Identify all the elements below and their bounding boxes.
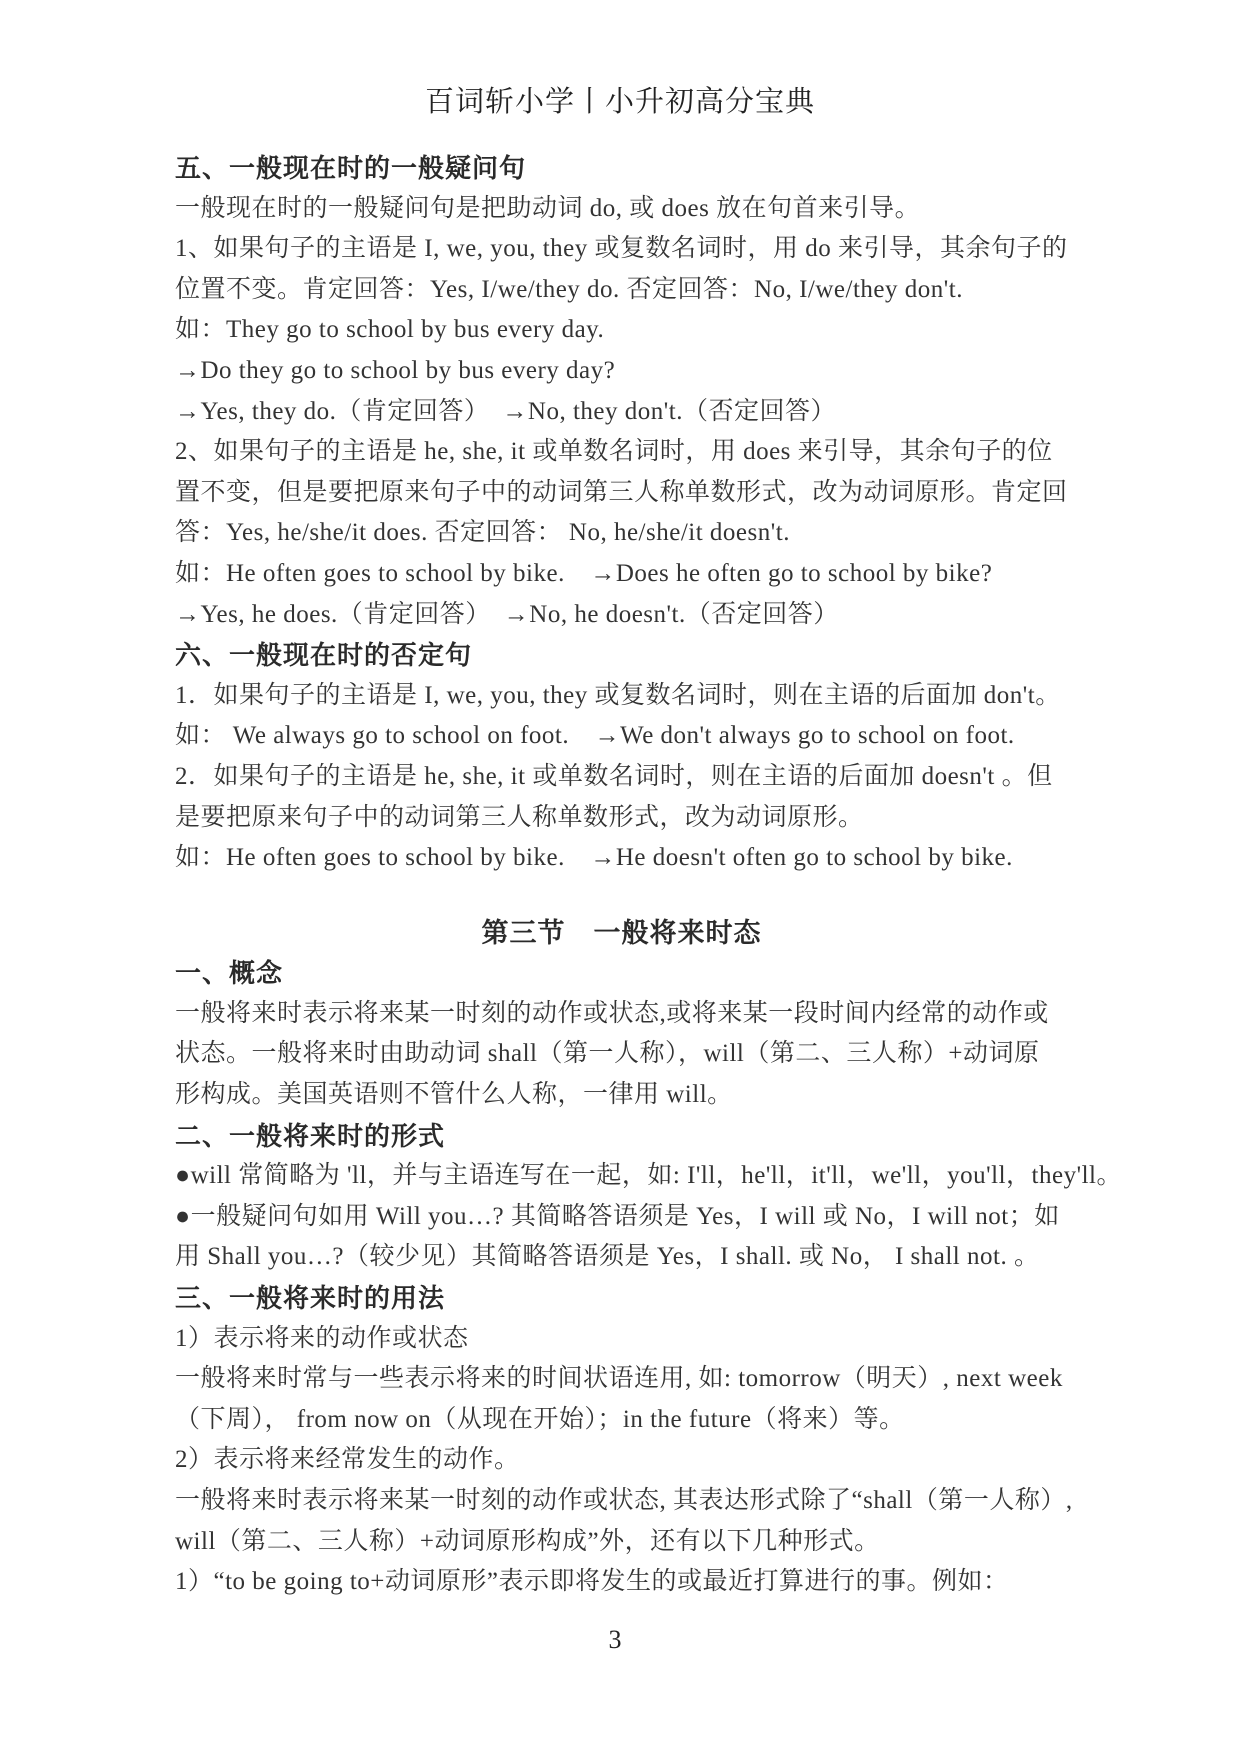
- page-header-title: 百词斩小学丨小升初高分宝典: [424, 86, 815, 118]
- text-line: 状态。一般将来时由助动词 shall（第一人称），will（第二、三人称）+动词原: [175, 1040, 1040, 1068]
- text-line: 如： We always go to school on foot. →We don't always go to school on foot.: [175, 722, 1015, 750]
- text-line: →Yes, they do.（肯定回答） →No, they don't.（否定回答）: [175, 397, 836, 425]
- text-line: 1）“to be going to+动词原形”表示即将发生的或最近打算进行的事。例如：: [175, 1568, 1009, 1596]
- document-body: [175, 148, 1122, 1603]
- text-line: 如：He often goes to school by bike. →He doesn't often go to school by bike.: [175, 844, 1013, 872]
- text-line: 1．如果句子的主语是 I, we, you, they 或复数名词时，则在主语的后面加 don't。: [175, 681, 1061, 709]
- text-line: 1、如果句子的主语是 I, we, you, they 或复数名词时，用 do 来引导，其余句子的: [175, 235, 1068, 263]
- text-line: 2．如果句子的主语是 he, she, it 或单数名词时，则在主语的后面加 doesn't 。但: [175, 762, 1053, 790]
- text-line: →Do they go to school by bus every day?: [175, 356, 616, 384]
- text-line: 2、如果句子的主语是 he, she, it 或单数名词时，用 does 来引导，其余句子的位: [175, 438, 1053, 466]
- section-heading: 二、一般将来时的形式: [175, 1120, 446, 1151]
- text-line: 2）表示将来经常发生的动作。: [175, 1446, 520, 1474]
- text-line: 1）表示将来的动作或状态: [175, 1324, 469, 1352]
- section-heading: 五、一般现在时的一般疑问句: [175, 153, 527, 183]
- text-line: 置不变，但是要把原来句子中的动词第三人称单数形式，改为动词原形。肯定回: [175, 478, 1068, 506]
- text-line: 如：They go to school by bus every day.: [175, 316, 605, 344]
- text-line: 答：Yes, he/she/it does. 否定回答： No, he/she/it doesn't.: [175, 519, 790, 547]
- page-number: 3: [608, 1625, 622, 1654]
- section-heading: 六、一般现在时的否定句: [175, 640, 473, 671]
- section-heading: 一、概念: [175, 958, 284, 989]
- text-line: 一般将来时常与一些表示将来的时间状语连用, 如: tomorrow（明天）, next week: [175, 1365, 1063, 1393]
- section-heading: 三、一般将来时的用法: [175, 1283, 446, 1314]
- text-line: （下周）， from now on（从现在开始）；in the future（将来）等。: [175, 1405, 905, 1433]
- bullet-text-line: ●一般疑问句如用 Will you…? 其简略答语须是 Yes，I will 或 No，I will not；如: [175, 1202, 1060, 1230]
- text-line: 形构成。美国英语则不管什么人称，一律用 will。: [175, 1081, 733, 1109]
- text-line: 如：He often goes to school by bike. →Does he often go to school by bike?: [175, 559, 993, 587]
- text-line: 位置不变。肯定回答：Yes, I/we/they do. 否定回答：No, I/we/they don't.: [175, 275, 963, 303]
- text-line: 用 Shall you…?（较少见）其简略答语须是 Yes，I shall. 或 No， I shall not. 。: [175, 1243, 1040, 1271]
- text-line: 一般将来时表示将来某一时刻的动作或状态, 其表达形式除了“shall（第一人称）,: [175, 1487, 1073, 1514]
- text-line: →Yes, he does.（肯定回答） →No, he doesn't.（否定回答）: [175, 600, 839, 628]
- chapter-heading: 第三节 一般将来时态: [481, 917, 762, 948]
- bullet-text-line: ●will 常简略为 'll，并与主语连写在一起，如: I'll，he'll，it'll，we'll，you'll，they'll。: [175, 1162, 1122, 1190]
- text-line: 是要把原来句子中的动词第三人称单数形式，改为动词原形。: [175, 803, 864, 831]
- text-line: will（第二、三人称）+动词原形构成”外，还有以下几种形式。: [175, 1527, 880, 1555]
- text-line: 一般将来时表示将来某一时刻的动作或状态,或将来某一段时间内经常的动作或: [175, 999, 1049, 1027]
- text-line: 一般现在时的一般疑问句是把助动词 do, 或 does 放在句首来引导。: [175, 194, 921, 222]
